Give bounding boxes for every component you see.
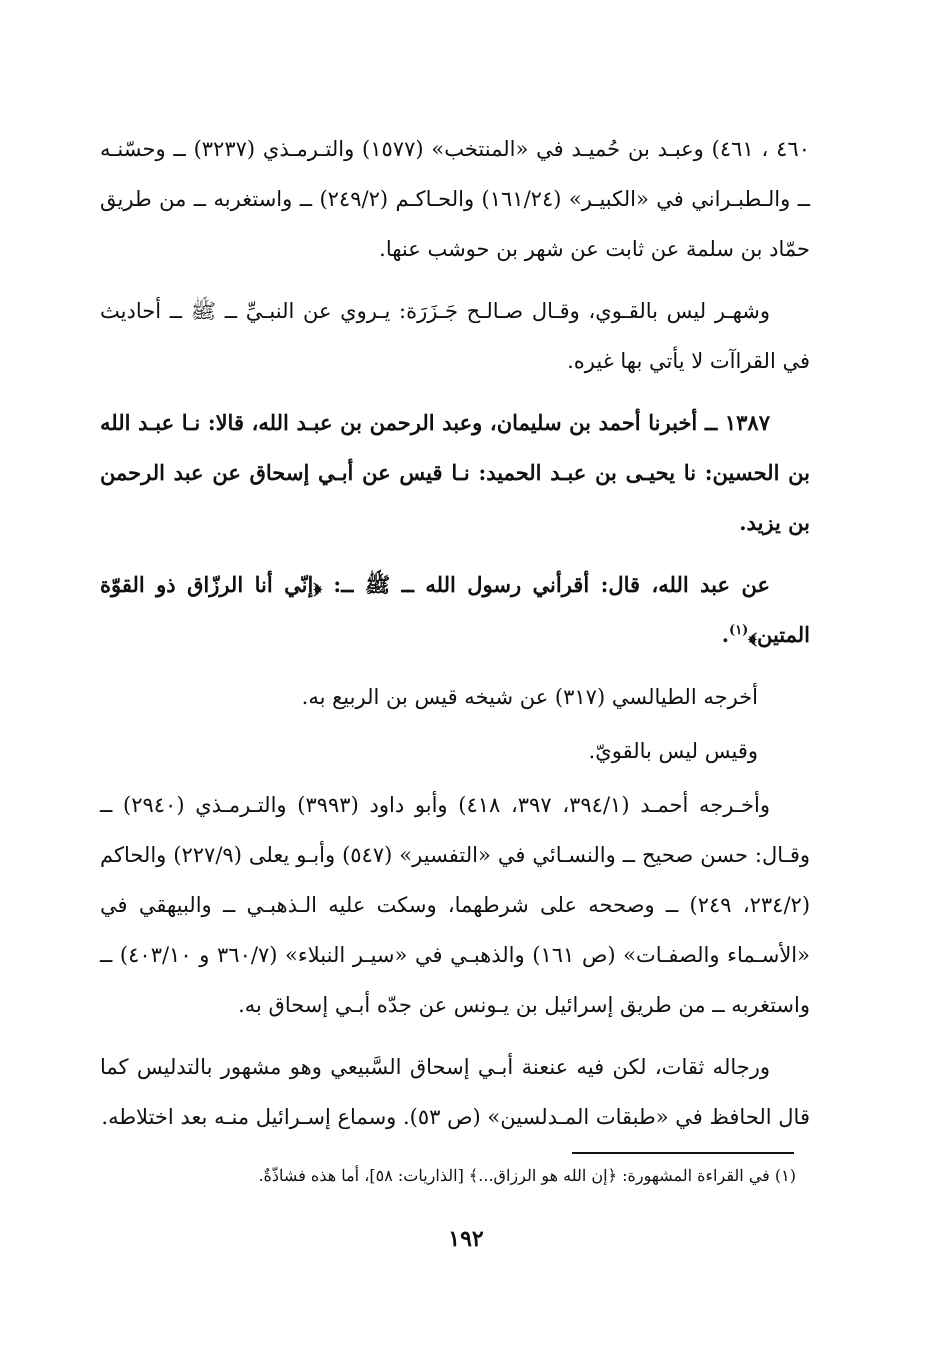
hadith-isnad-text: ــ أخبرنا أحمد بن سليمان، وعبد الرحمن بن عبـد الله، قالا: نـا عبـد الله بن الحسين: نا يحيـى بن عبـد الحميد: نـا قيس عن أبـي إسحاق عن عبد الرحمن بن يزيد. [100, 410, 810, 535]
paragraph-shahr-note: وشهـر ليس بالقـوي، وقـال صـالـح جَـزَرَة: يـروي عن النبـيِّ ــ ﷺ ــ أحاديث في القراآت لا يأتي بها غيره. [100, 299, 810, 373]
paragraph-rijal: ورجاله ثقات، لكن فيه عنعنة أبـي إسحاق السَّبيعي وهو مشهور بالتدليس كما قال الحافظ في «طبقات المـدلسين» (ص ٥٣). وسماع إسـرائيل منـه بعد اختلاطه. [100, 1055, 810, 1129]
paragraph-takhrij-ahmad: وأخـرجه أحمـد (٣٩٤/١، ٣٩٧، ٤١٨) وأبو داود (٣٩٩٣) والتـرمـذي (٢٩٤٠) ــ وقـال: حسن صحيح ــ والنسـائي في «التفسير» (٥٤٧) وأبـو يعلى (٢٢٧/٩) والحاكم (٢٣٤/٢، ٢٤٩) ــ وصححه على شرطهما، وسكت عليه الـذهبـي ــ والبيهقي في «الأسـماء والصفـات» (ص ١٦١) والذهبـي في «سيـر النبلاء» (٣٦٠/٧ و ٤٠٣/١٠) ــ واستغربه ــ من طريق إسرائيل بن يـونس عن جدّه أبـي إسحاق به. [100, 793, 811, 1017]
paragraph-takhrij-continued: ٤٦٠ ، ٤٦١) وعبـد بن حُميـد في «المنتخب» (١٥٧٧) والتـرمـذي (٣٢٣٧) ــ وحسّنـه ــ والـطبـراني في «الكبيـر» (١٦١/٢٤) والحـاكـم (٢٤٩/٢) ــ واستغربه ــ من طريق حمّاد بن سلمة عن ثابت عن شهر بن حوشب عنها. [100, 137, 811, 261]
paragraph-hadith-matn [100, 560, 810, 660]
hadith-matn-tail: . [721, 622, 730, 647]
page-body [100, 124, 810, 1154]
footnote [100, 1162, 796, 1190]
hadith-number: ١٣٨٧ [724, 410, 770, 435]
footnote-marker: (١) [774, 1166, 796, 1185]
footnote-divider [572, 1152, 794, 1154]
paragraph-tayalisi: أخرجه الطيالسي (٣١٧) عن شيخه قيس بن الربيع به. [301, 685, 758, 709]
paragraph-qays-note: وقيس ليس بالقويّ. [588, 739, 758, 763]
paragraph-hadith-isnad [100, 398, 810, 548]
hadith-matn-text: عن عبد الله، قال: أقرأني رسول الله ــ ﷺ ــ: ﴿إنّي أنا الرزّاق ذو القوّة المتين﴾ [100, 572, 810, 647]
footnote-text: في القراءة المشهورة: ﴿إن الله هو الرزاق...﴾ [الذاريات: ٥٨]، أما هذه فشاذّةٌ. [258, 1166, 770, 1185]
footnote-reference[interactable]: (١) [729, 623, 749, 638]
page-number: ١٩٢ [448, 1226, 484, 1252]
